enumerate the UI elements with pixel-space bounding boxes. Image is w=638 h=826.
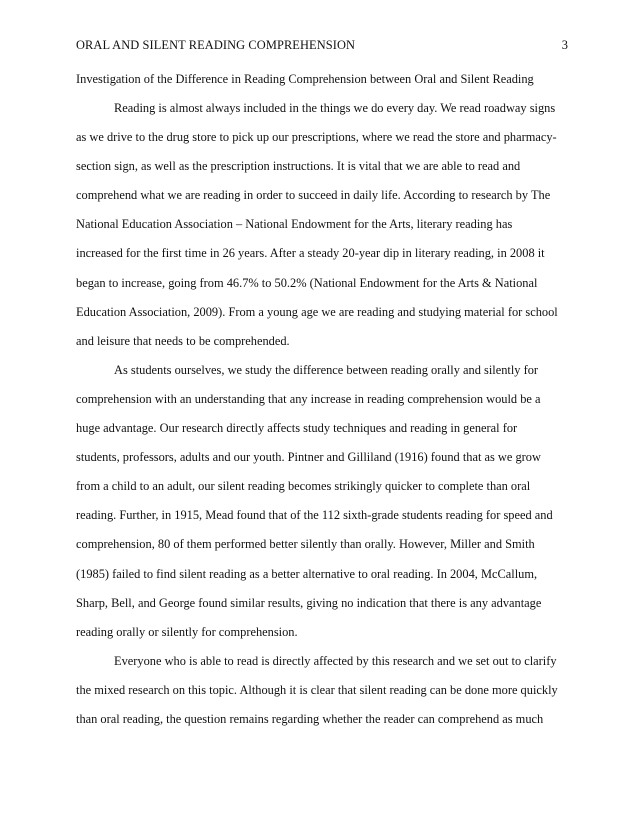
paragraph-1-line: and leisure that needs to be comprehended. xyxy=(76,333,290,348)
running-title: ORAL AND SILENT READING COMPREHENSION xyxy=(76,38,356,52)
paragraph-3-line: the mixed research on this topic. Although it is clear that silent reading can be done more quickly xyxy=(76,682,558,697)
page-number: 3 xyxy=(561,38,568,52)
paragraph-2-line: students, professors, adults and our youth. Pintner and Gilliland (1916) found that as we grow xyxy=(76,450,541,465)
paragraph-3-line: than oral reading, the question remains regarding whether the reader can comprehend as much xyxy=(76,711,544,726)
paragraph-3-line: Everyone who is able to read is directly affected by this research and we set out to clarify xyxy=(114,653,557,668)
paragraph-1-line: section sign, as well as the prescription instructions. It is vital that we are able to read and xyxy=(76,159,521,174)
paragraph-1-line: Education Association, 2009). From a young age we are reading and studying material for school xyxy=(76,304,558,319)
paragraph-1-line: as we drive to the drug store to pick up our prescriptions, where we read the store and pharmacy- xyxy=(76,130,557,145)
paragraph-2-line: As students ourselves, we study the difference between reading orally and silently for xyxy=(114,362,539,377)
paragraph-1-line: began to increase, going from 46.7% to 50.2% (National Endowment for the Arts & National xyxy=(76,275,538,290)
paragraph-2-line: reading orally or silently for comprehension. xyxy=(76,624,298,639)
paragraph-2-line: huge advantage. Our research directly affects study techniques and reading in general for xyxy=(76,421,518,436)
paragraph-2-line: reading. Further, in 1915, Mead found that of the 112 sixth-grade students reading for speed and xyxy=(76,508,553,523)
paragraph-1-line: comprehend what we are reading in order to succeed in daily life. According to research by The xyxy=(76,188,551,203)
paragraph-1-line: increased for the first time in 26 years. After a steady 20-year dip in literary reading, in 2008 it xyxy=(76,246,545,261)
body-text xyxy=(76,99,576,739)
paragraph-1-line: Reading is almost always included in the things we do every day. We read roadway signs xyxy=(114,101,556,115)
paragraph-2-line: (1985) failed to find silent reading as a better alternative to oral reading. In 2004, McCallum, xyxy=(76,566,538,581)
section-heading: Investigation of the Difference in Reading Comprehension between Oral and Silent Reading xyxy=(76,72,534,86)
paragraph-2-line: comprehension, 80 of them performed better silently than orally. However, Miller and Smith xyxy=(76,537,535,552)
paragraph-2-line: from a child to an adult, our silent reading becomes strikingly quicker to complete than oral xyxy=(76,479,531,494)
paragraph-1-line: National Education Association – National Endowment for the Arts, literary reading has xyxy=(76,217,513,232)
paragraph-2-line: Sharp, Bell, and George found similar results, giving no indication that there is any advantage xyxy=(76,595,542,610)
running-head xyxy=(76,38,568,56)
paragraph-2-line: comprehension with an understanding that any increase in reading comprehension would be a xyxy=(76,391,541,406)
